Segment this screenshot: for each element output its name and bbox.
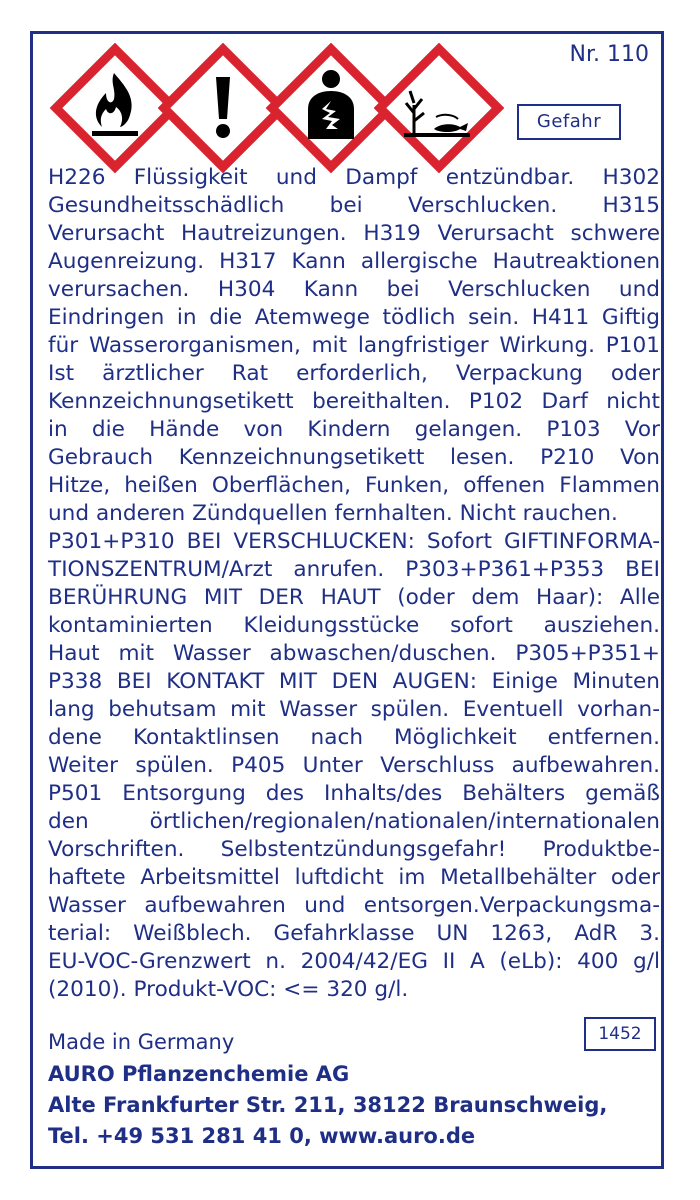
environment-hazard-icon — [374, 43, 504, 173]
product-number: Nr. 110 — [569, 42, 649, 67]
text-line: Wasser aufbewahren und entsorgen.Verpackungsma- — [48, 893, 660, 918]
company-block — [48, 1059, 648, 1152]
text-line: Weiter spülen. P405 Unter Verschluss aufbewahren. — [48, 753, 660, 778]
text-line: für Wasserorganismen, mit langfristiger Wirkung. P101 — [48, 333, 660, 358]
text-line: Vorschriften. Selbstentzündungsgefahr! Produktbe- — [48, 837, 660, 862]
label-code-box: 1452 — [584, 1017, 656, 1051]
text-line: den örtlichen/regionalen/nationalen/internationalen — [48, 809, 660, 834]
ghs-pictograms — [50, 43, 510, 173]
text-line: Kennzeichnungsetikett bereithalten. P102 Darf nicht — [48, 389, 660, 414]
company-name: AURO Pflanzenchemie AG — [48, 1062, 350, 1086]
text-line: in die Hände von Kindern gelangen. P103 Vor — [48, 417, 660, 442]
hazard-label — [30, 31, 664, 1169]
text-line: Verursacht Hautreizungen. H319 Verursacht schwere — [48, 221, 660, 246]
text-line: Hitze, heißen Oberflächen, Funken, offenen Flammen — [48, 473, 660, 498]
text-line: Haut mit Wasser abwaschen/duschen. P305+P351+ — [48, 641, 660, 666]
text-line: BERÜHRUNG MIT DER HAUT (oder dem Haar): Alle — [48, 585, 660, 610]
text-line: P338 BEI KONTAKT MIT DEN AUGEN: Einige Minuten — [48, 669, 660, 694]
text-line: Eindringen in die Atemwege tödlich sein. H411 Giftig — [48, 305, 660, 330]
text-line: terial: Weißblech. Gefahrklasse UN 1263, AdR 3. — [48, 921, 660, 946]
text-line: Ist ärztlicher Rat erforderlich, Verpackung oder — [48, 361, 660, 386]
text-line: Gesundheitsschädlich bei Verschlucken. H315 — [48, 193, 660, 218]
text-line: und anderen Zündquellen fernhalten. Nicht rauchen. — [48, 501, 618, 526]
hazard-precautionary-statements — [48, 164, 660, 1004]
text-line: dene Kontaktlinsen nach Möglichkeit entfernen. — [48, 725, 660, 750]
text-line: Gebrauch Kennzeichnungsetikett lesen. P210 Von — [48, 445, 660, 470]
text-line: (2010). Produkt-VOC: <= 320 g/l. — [48, 977, 409, 1002]
made-in-note: Made in Germany — [48, 1030, 235, 1054]
company-contact: Tel. +49 531 281 41 0, www.auro.de — [48, 1124, 476, 1148]
text-line: kontaminierten Kleidungsstücke sofort ausziehen. — [48, 613, 660, 638]
text-line: haftete Arbeitsmittel luftdicht im Metallbehälter oder — [48, 865, 660, 890]
text-line: lang behutsam mit Wasser spülen. Eventuell vorhan- — [48, 697, 660, 722]
text-line: verursachen. H304 Kann bei Verschlucken und — [48, 277, 660, 302]
text-line: H226 Flüssigkeit und Dampf entzündbar. H302 — [48, 165, 660, 190]
text-line: TIONSZENTRUM/Arzt anrufen. P303+P361+P353 BEI — [48, 557, 660, 582]
signal-word-box: Gefahr — [517, 104, 621, 140]
text-line: Augenreizung. H317 Kann allergische Hautreaktionen — [48, 249, 660, 274]
text-line: P501 Entsorgung des Inhalts/des Behälters gemäß — [48, 781, 660, 806]
text-line: P301+P310 BEI VERSCHLUCKEN: Sofort GIFTINFORMA- — [48, 529, 660, 554]
company-address: Alte Frankfurter Str. 211, 38122 Braunschweig, — [48, 1093, 608, 1117]
text-line: EU-VOC-Grenzwert n. 2004/42/EG II A (eLb): 400 g/l — [48, 949, 660, 974]
